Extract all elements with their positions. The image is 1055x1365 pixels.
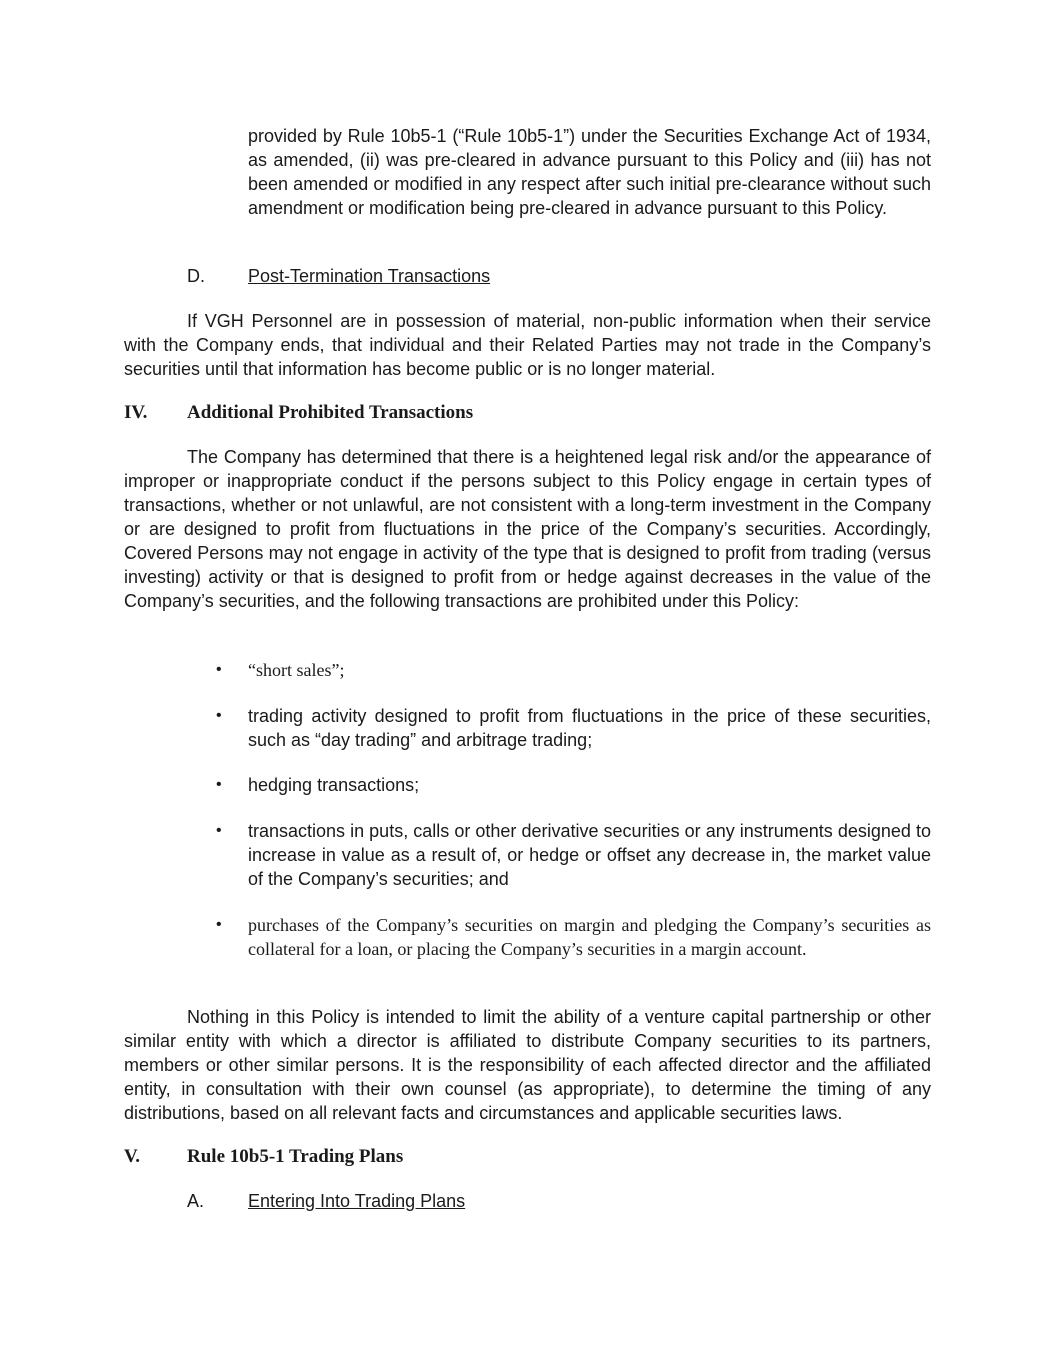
list-item-text: trading activity designed to profit from fluctuations in the price of these securities, such as “day trading” and arbitrage trading; [248, 706, 931, 750]
prohibited-transactions-paragraph: The Company has determined that there is a heightened legal risk and/or the appearance of improper or inappropriate conduct if the persons subject to this Policy engage in certain types of transactions, whether or not unlawful, are not consistent with a long-term investment in the Company or are designed to profit from fluctuations in the price of the Company’s securities. Accordingly, Covered Persons may not engage in activity of the type that is designed to profit from trading (versus investing) activity or that is designed to profit from or hedge against decreases in the value of the Company’s securities, and the following transactions are prohibited under this Policy: [124, 447, 931, 611]
bullet-icon: • [216, 776, 222, 793]
list-item-text: “short sales”; [248, 660, 345, 680]
subsection-a-title: Entering Into Trading Plans [248, 1191, 466, 1211]
section-iv-title: Additional Prohibited Transactions [187, 402, 474, 423]
list-item-text: transactions in puts, calls or other derivative securities or any instruments designed to increase in value as a result of, or hedge or offset any decrease in, the market value of the Company’s securities; and [248, 821, 931, 889]
section-iv-heading [124, 401, 824, 425]
subsection-d-letter: D. [187, 266, 205, 286]
list-item-text: purchases of the Company’s securities on margin and pledging the Company’s securities as collateral for a loan, or placing the Company’s securities in a margin account. [248, 915, 931, 959]
section-v-title: Rule 10b5-1 Trading Plans [187, 1146, 404, 1167]
subsection-a-heading [187, 1189, 887, 1213]
section-v-number: V. [124, 1146, 141, 1167]
section-v-heading [124, 1145, 824, 1169]
list-item-text: hedging transactions; [248, 775, 420, 795]
venture-capital-paragraph: Nothing in this Policy is intended to limit the ability of a venture capital partnership or other similar entity with which a director is affiliated to distribute Company securities to its partners, members or other similar persons. It is the responsibility of each affected director and the affiliated entity, in consultation with their own counsel (as appropriate), to determine the timing of any distributions, based on all relevant facts and circumstances and applicable securities laws. [124, 1007, 931, 1123]
post-termination-paragraph: If VGH Personnel are in possession of material, non-public information when their service with the Company ends, that individual and their Related Parties may not trade in the Company’s securities until that information has become public or is no longer material. [124, 311, 931, 379]
bullet-icon: • [216, 916, 222, 933]
subsection-d-title: Post-Termination Transactions [248, 266, 491, 286]
subsection-a-letter: A. [187, 1191, 205, 1211]
bullet-icon: • [216, 822, 222, 839]
bullet-icon: • [216, 661, 222, 678]
bullet-icon: • [216, 707, 222, 724]
subsection-d-heading [187, 264, 887, 288]
continuation-paragraph: provided by Rule 10b5-1 (“Rule 10b5-1”) under the Securities Exchange Act of 1934, as amended, (ii) was pre-cleared in advance pursuant to this Policy and (iii) has not been amended or modified in any respect after such initial pre-clearance without such amendment or modification being pre-cleared in advance pursuant to this Policy. [248, 126, 931, 218]
section-iv-number: IV. [124, 402, 148, 423]
